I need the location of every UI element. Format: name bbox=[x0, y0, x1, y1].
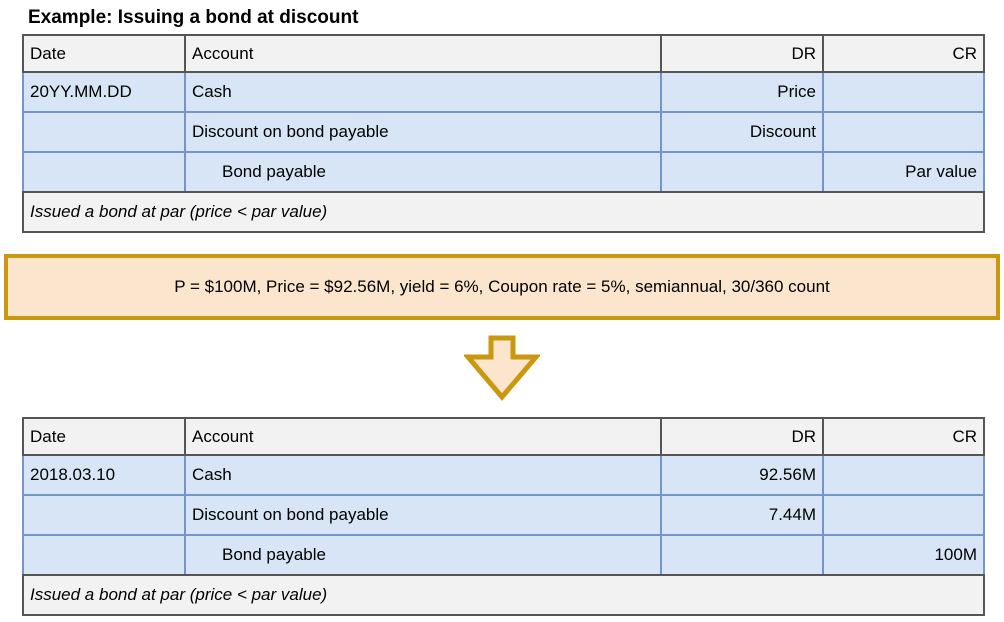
account-cell: Cash bbox=[185, 72, 661, 112]
date-cell bbox=[23, 495, 185, 535]
col-header-account: Account bbox=[185, 418, 661, 455]
account-cell: Discount on bond payable bbox=[185, 495, 661, 535]
cr-cell bbox=[823, 72, 984, 112]
cr-cell bbox=[823, 455, 984, 495]
assumptions-box bbox=[4, 254, 1000, 320]
down-arrow-icon bbox=[464, 335, 540, 403]
page-title: Example: Issuing a bond at discount bbox=[28, 7, 359, 28]
dr-cell: Discount bbox=[661, 112, 823, 152]
dr-cell: 92.56M bbox=[661, 455, 823, 495]
journal-row-bond-payable bbox=[23, 535, 984, 575]
assumptions-text: P = $100M, Price = $92.56M, yield = 6%, Coupon rate = 5%, semiannual, 30/360 count bbox=[174, 277, 830, 296]
account-cell: Cash bbox=[185, 455, 661, 495]
col-header-dr: DR bbox=[661, 35, 823, 72]
journal-table-filled bbox=[22, 417, 985, 616]
col-header-dr: DR bbox=[661, 418, 823, 455]
journal-row-cash bbox=[23, 455, 984, 495]
account-cell: Bond payable bbox=[185, 535, 661, 575]
journal-row-discount bbox=[23, 112, 984, 152]
date-cell: 20YY.MM.DD bbox=[23, 72, 185, 112]
dr-cell: Price bbox=[661, 72, 823, 112]
cr-cell: 100M bbox=[823, 535, 984, 575]
table-header-row bbox=[23, 418, 984, 455]
dr-cell: 7.44M bbox=[661, 495, 823, 535]
account-cell: Discount on bond payable bbox=[185, 112, 661, 152]
col-header-cr: CR bbox=[823, 35, 984, 72]
table-caption: Issued a bond at par (price < par value) bbox=[23, 192, 984, 232]
cr-cell bbox=[823, 112, 984, 152]
journal-row-bond-payable bbox=[23, 152, 984, 192]
col-header-account: Account bbox=[185, 35, 661, 72]
col-header-cr: CR bbox=[823, 418, 984, 455]
account-cell: Bond payable bbox=[185, 152, 661, 192]
journal-table-template bbox=[22, 34, 985, 233]
date-cell: 2018.03.10 bbox=[23, 455, 185, 495]
table-caption: Issued a bond at par (price < par value) bbox=[23, 575, 984, 615]
table-header-row bbox=[23, 35, 984, 72]
date-cell bbox=[23, 112, 185, 152]
dr-cell bbox=[661, 535, 823, 575]
cr-cell bbox=[823, 495, 984, 535]
date-cell bbox=[23, 535, 185, 575]
down-arrow bbox=[0, 335, 1004, 403]
cr-cell: Par value bbox=[823, 152, 984, 192]
journal-row-discount bbox=[23, 495, 984, 535]
table-caption-row bbox=[23, 192, 984, 232]
journal-row-cash bbox=[23, 72, 984, 112]
date-cell bbox=[23, 152, 185, 192]
col-header-date: Date bbox=[23, 35, 185, 72]
dr-cell bbox=[661, 152, 823, 192]
table-caption-row bbox=[23, 575, 984, 615]
col-header-date: Date bbox=[23, 418, 185, 455]
